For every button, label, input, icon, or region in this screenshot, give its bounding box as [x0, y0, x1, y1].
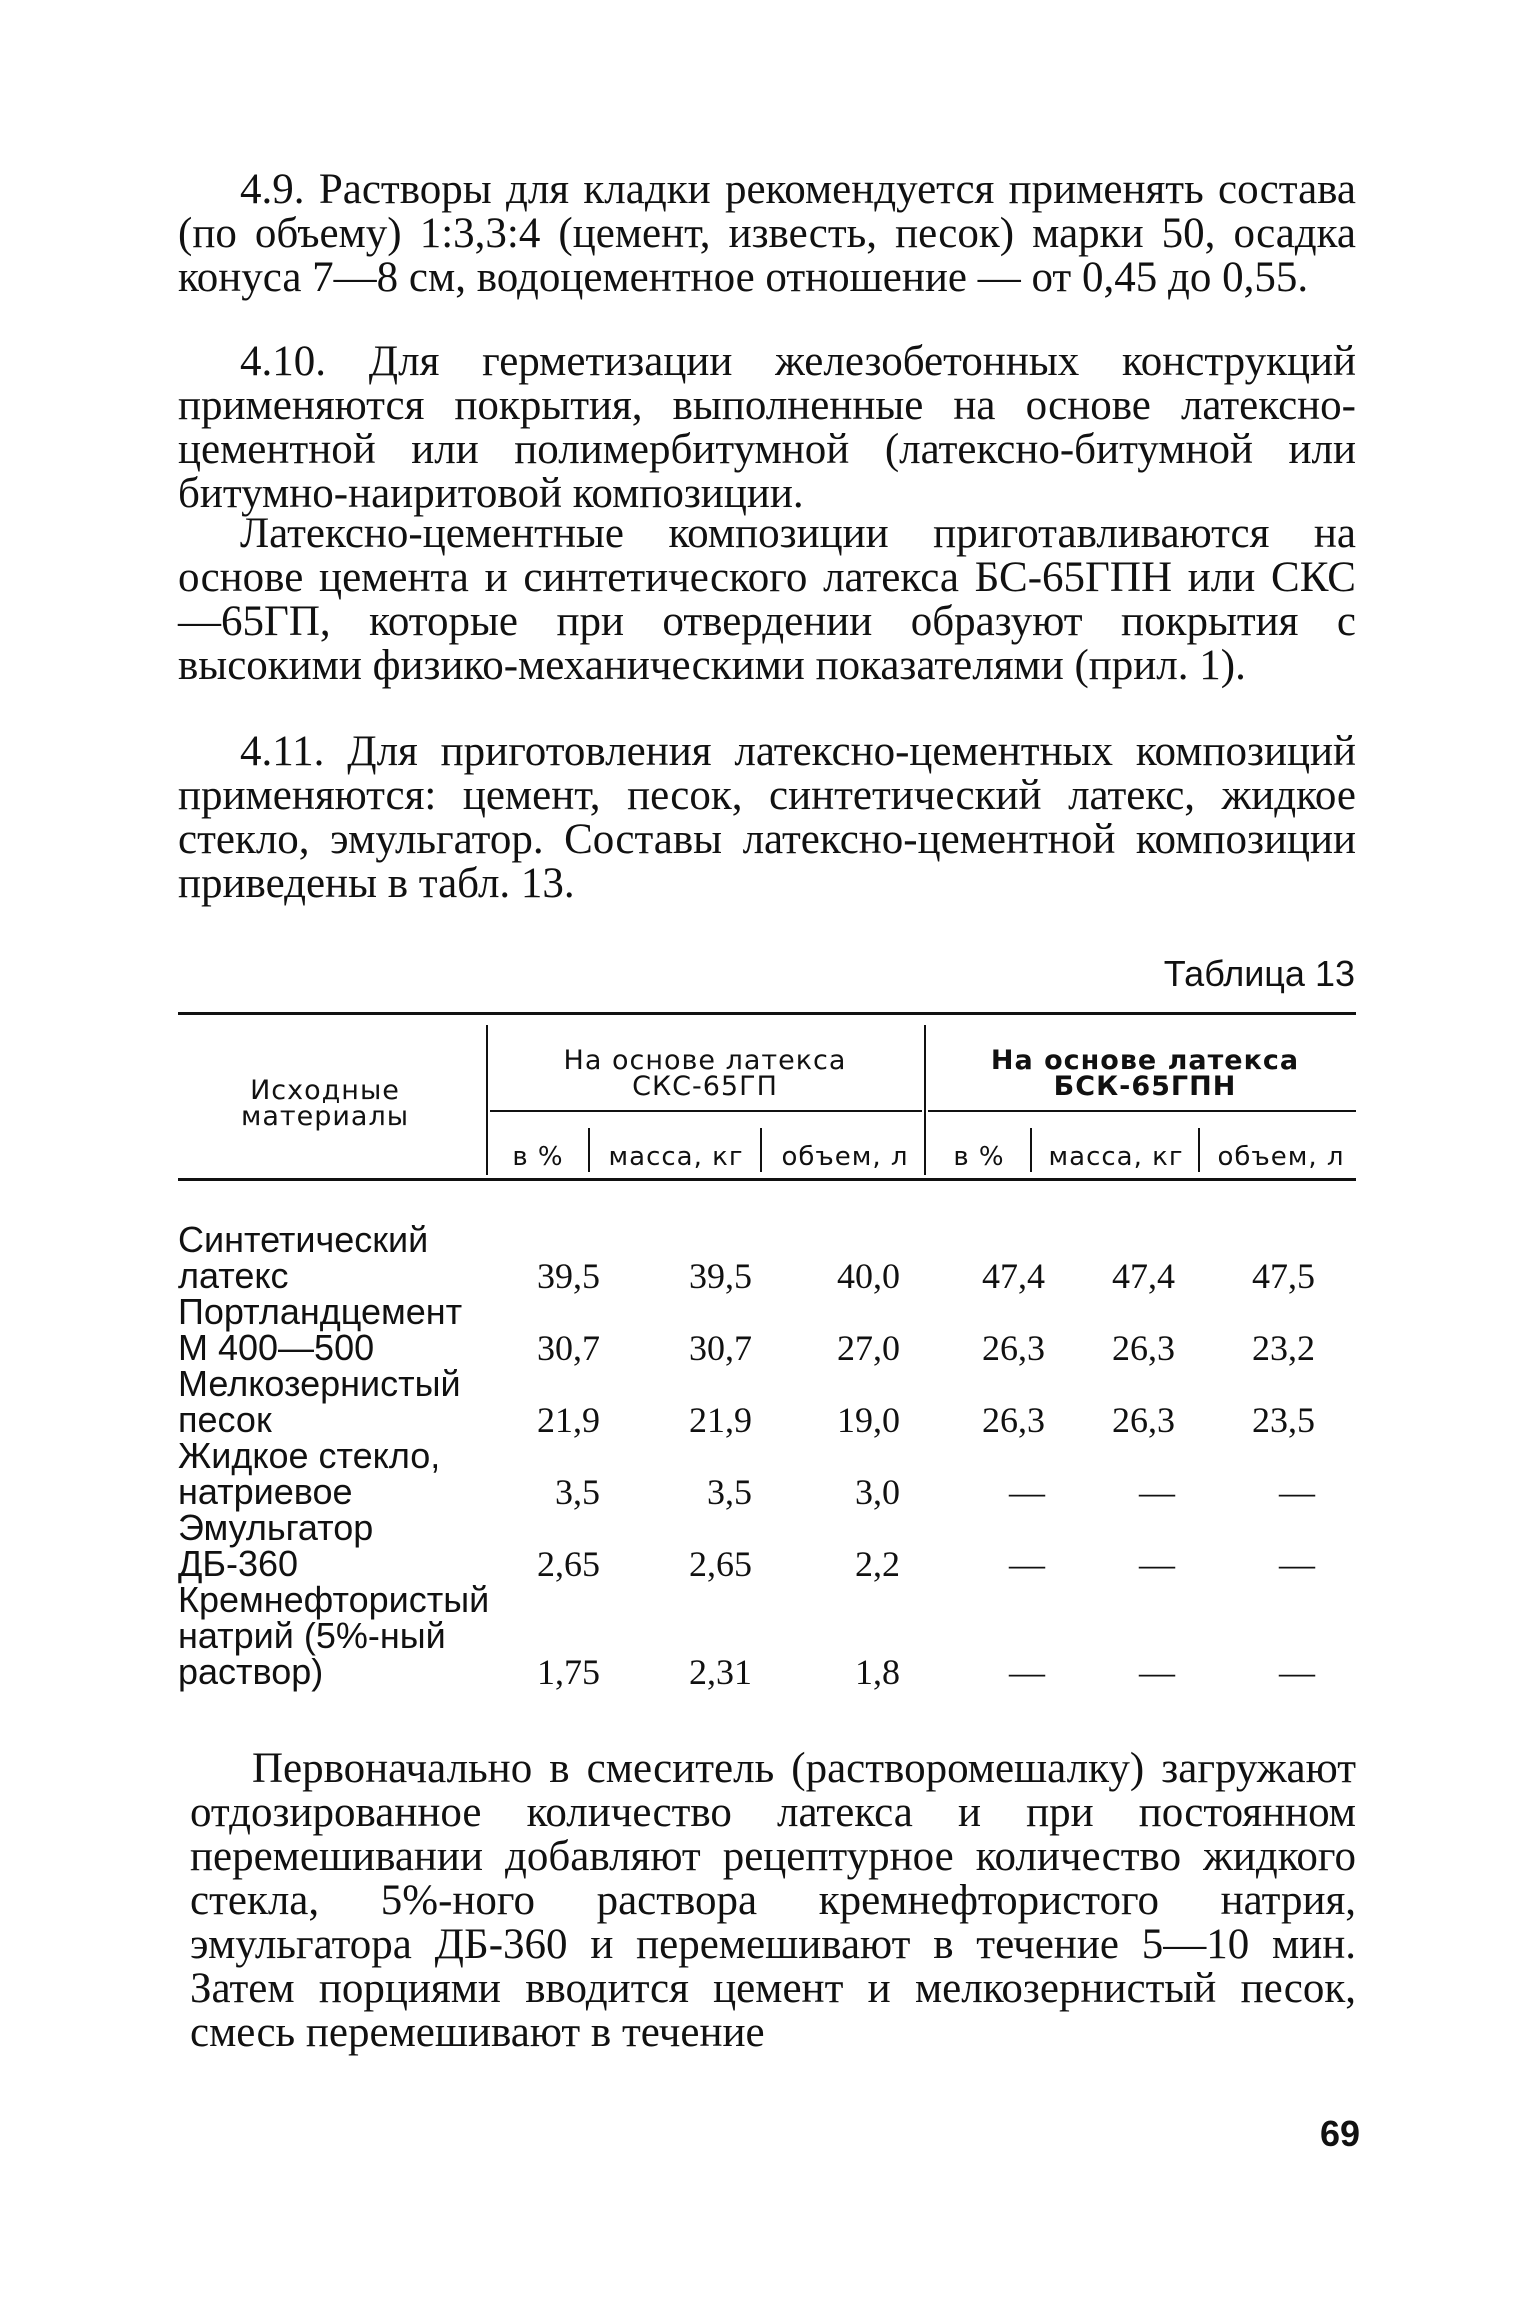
- cell: —: [1279, 1652, 1315, 1692]
- cell: 23,5: [1252, 1400, 1315, 1440]
- cell: 30,7: [537, 1328, 600, 1368]
- subheader-pct-2: в %: [953, 1142, 1005, 1172]
- paragraph-after-table: Первоначально в смеситель (растворомешалку) загружают отдозированное количество латекса и при постоянном перемешивании добавляют рецептурное количество жидкого стекла, 5%-ного раствора кремнефтористого натрия, эмульгатора ДБ-360 и перемешивают в течение 5—10 мин. Затем порциями вводится цемент и мелкозернистый песок, смесь перемешивают в течение: [190, 1745, 1356, 2056]
- cell: —: [1279, 1472, 1315, 1512]
- paragraph-4-9: 4.9. Растворы для кладки рекомендуется применять состава (по объему) 1:3,3:4 (цемент, известь, песок) марки 50, осадка конуса 7—8 см, водоцементное отношение — от 0,45 до 0,55.: [178, 166, 1356, 301]
- cell: 2,2: [855, 1544, 900, 1584]
- subheader-volume-1: объем, л: [781, 1142, 909, 1172]
- cell: 26,3: [982, 1400, 1045, 1440]
- table-top-rule: [178, 1012, 1356, 1015]
- cell: 21,9: [689, 1400, 752, 1440]
- cell: 26,3: [982, 1328, 1045, 1368]
- cell: 39,5: [537, 1256, 600, 1296]
- cell: 47,5: [1252, 1256, 1315, 1296]
- cell: 19,0: [837, 1400, 900, 1440]
- paragraph-4-10: 4.10. Для герметизации железобетонных конструкций применяются покрытия, выполненные на основе латексно-цементной или полимербитумной (латексно-битумной или битумно-наиритовой композиции.: [178, 338, 1356, 517]
- cell: 1,75: [537, 1652, 600, 1692]
- vertical-rule-sub-4: [1030, 1128, 1032, 1172]
- cell: 40,0: [837, 1256, 900, 1296]
- cell: —: [1139, 1544, 1175, 1584]
- cell: —: [1009, 1472, 1045, 1512]
- cell: —: [1139, 1652, 1175, 1692]
- group-underline-2: [928, 1110, 1356, 1112]
- cell: —: [1009, 1652, 1045, 1692]
- row-label-emulsifier: Эмульгатор ДБ-360: [178, 1507, 374, 1584]
- cell: 3,5: [555, 1472, 600, 1512]
- cell: —: [1009, 1544, 1045, 1584]
- vertical-rule-groups: [924, 1025, 926, 1175]
- cell: 21,9: [537, 1400, 600, 1440]
- group-underline-1: [490, 1110, 922, 1112]
- cell: —: [1139, 1472, 1175, 1512]
- subheader-volume-2: объем, л: [1217, 1142, 1345, 1172]
- row-label-liquid-glass: Жидкое стекло, натриевое: [178, 1435, 441, 1512]
- cell: 27,0: [837, 1328, 900, 1368]
- cell: 47,4: [1112, 1256, 1175, 1296]
- cell: 26,3: [1112, 1400, 1175, 1440]
- cell: 3,5: [707, 1472, 752, 1512]
- page-number: 69: [1319, 2113, 1360, 2154]
- row-label-cement: Портландцемент М 400—500: [178, 1291, 463, 1368]
- cell: 23,2: [1252, 1328, 1315, 1368]
- subheader-mass-2: масса, кг: [1048, 1142, 1184, 1172]
- header-group-sks: На основе латекса СКС-65ГП: [563, 1045, 847, 1102]
- subheader-pct-1: в %: [512, 1142, 564, 1172]
- vertical-rule-sub-1: [588, 1128, 590, 1172]
- cell: —: [1279, 1544, 1315, 1584]
- cell: 30,7: [689, 1328, 752, 1368]
- cell: 39,5: [689, 1256, 752, 1296]
- vertical-rule-sub-2: [760, 1128, 762, 1172]
- row-label-sodium-fluorosilicate: Кремнефтористый натрий (5%-ный раствор): [178, 1579, 490, 1692]
- row-label-latex: Синтетический латекс: [178, 1219, 429, 1296]
- header-group-bsk: На основе латекса БСК-65ГПН: [990, 1045, 1300, 1102]
- cell: 2,65: [689, 1544, 752, 1584]
- paragraph-latex-cement: Латексно-цементные композиции приготавливаются на основе цемента и синтетического латекса БС-65ГПН или СКС—65ГП, которые при отвердении образуют покрытия с высокими физико-механическими показателями (прил. 1).: [178, 510, 1356, 689]
- cell: 47,4: [982, 1256, 1045, 1296]
- paragraph-4-11: 4.11. Для приготовления латексно-цементных композиций применяются: цемент, песок, синтетический латекс, жидкое стекло, эмульгатор. Составы латексно-цементной композиции приведены в табл. 13.: [178, 728, 1356, 907]
- subheader-mass-1: масса, кг: [608, 1142, 744, 1172]
- cell: 3,0: [855, 1472, 900, 1512]
- cell: 1,8: [855, 1652, 900, 1692]
- row-label-sand: Мелкозернистый песок: [178, 1363, 461, 1440]
- cell: 2,31: [689, 1652, 752, 1692]
- table-caption: Таблица 13: [1163, 953, 1355, 994]
- vertical-rule-sub-5: [1198, 1128, 1200, 1172]
- header-bottom-rule: [178, 1178, 1356, 1181]
- header-first-column: Исходные материалы: [240, 1075, 410, 1132]
- cell: 26,3: [1112, 1328, 1175, 1368]
- cell: 2,65: [537, 1544, 600, 1584]
- vertical-rule-first-col: [486, 1025, 488, 1175]
